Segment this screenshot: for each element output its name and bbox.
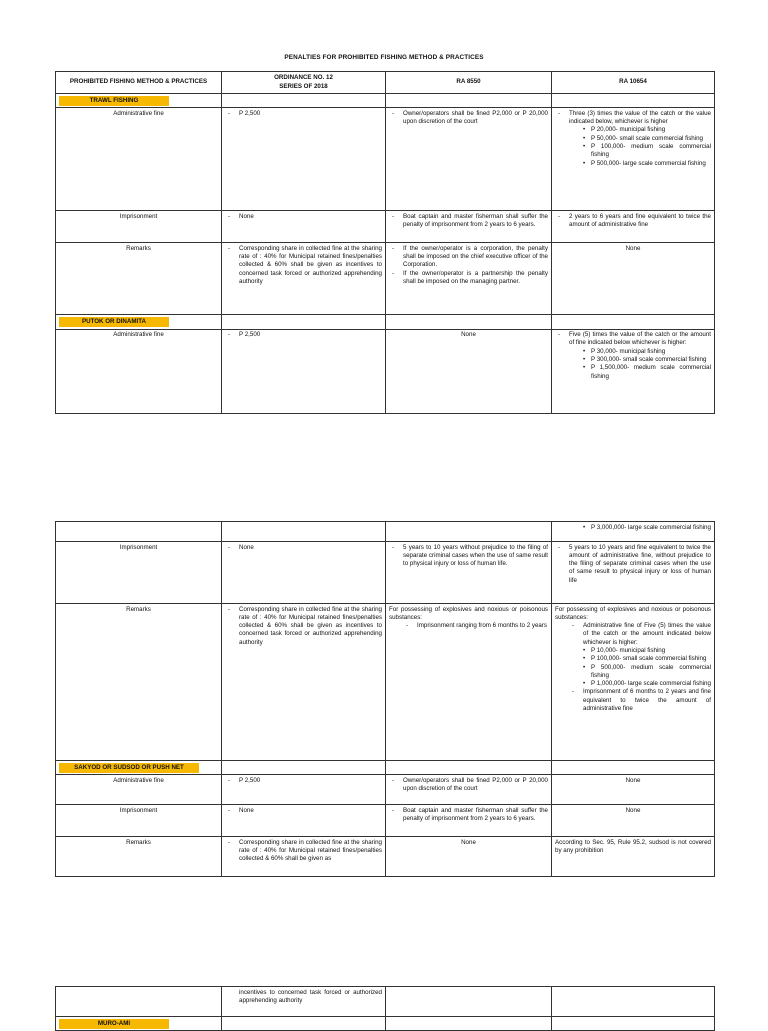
header-ordinance-line1: ORDINANCE NO. 12 [274,74,333,82]
trawl-ra8550-fine: - Owner/operators shall be fined P2,000 or P 20,000 upon discretion of the court [386,108,552,211]
section-muro-label: MURO-AMI [59,1019,169,1029]
row-label-remarks: Remarks [56,243,222,315]
trawl-ra10654-fine: - Three (3) times the value of the catch or the value indicated below, whichever is higher • P 20,000- municipal fishing • P 50,000- small scale commercial fishing • P 100,000- medium scale commercial fishing • P 500,000- large scale commercial fishing [552,108,715,211]
table-row: Remarks - Corresponding share in collected fine at the sharing rate of : 40% for Municipal retained fines/penalties collected & 60% shall be given as incentives to concerned task forced or authorized apprehending authority - If the owner/operator is a corporation, the penalty shall be imposed on the chief executive officer of the Corporation. - If the owner/operator is a partnership the penalty shall be imposed on the managing partner. None [56,243,715,315]
section-trawl-label: TRAWL FISHING [59,96,169,106]
header-method: PROHIBITED FISHING METHOD & PRACTICES [56,72,222,94]
table-row: Administrative fine - P 2,500 - Owner/operators shall be fined P2,000 or P 20,000 upon discretion of the court None [56,775,715,805]
table-row: Imprisonment - None - Boat captain and master fisherman shall suffer the penalty of imprisonment from 2 years to 6 years. - 2 years to 6 years and fine equivalent to twice the amount of administrative fine [56,211,715,243]
section-sakyod [56,761,222,775]
header-ordinance [222,72,386,94]
header-ordinance-line2: SERIES OF 2018 [279,82,328,90]
section-sakyod-label: SAKYOD OR SUDSOD OR PUSH NET [59,763,199,773]
section-row-trawl [56,94,715,108]
table-row: Remarks - Corresponding share in collected fine at the sharing rate of : 40% for Municipal retained fines/penalties collected & 60% shall be given as incentives to concerned task forced or authorized apprehending authority For possessing of explosives and noxious or poisonous substances: - Imprisonment ranging from 6 months to 2 years For possessing of explosives and noxious or poisonous substances: - Administrative fine of Five (5) times the value of the catch or the amount indicated below whichever is higher: • P 10,000- municipal fishing • P 100,000- small scale commercial fishing • P 500,000- medium scale commercial fishing • P 1,000,000- large scale commercial fishing - Imprisonment of 6 months to 2 years and fine equivalent to twice the amount of administrative fine [56,604,715,761]
section-row-sakyod [56,761,715,775]
penalties-table-part-2 [55,521,715,877]
table-row: • P 3,000,000- large scale commercial fishing [56,522,715,542]
trawl-ordinance-fine: - P 2,500 [222,108,386,211]
section-putok [56,315,222,329]
row-label-imprisonment: Imprisonment [56,211,222,243]
header-ra10654: RA 10654 [552,72,715,94]
table-row: Administrative fine - P 2,500 None - Five (5) times the value of the catch or the amount of fine indicated below whichever is higher: • P 30,000- municipal fishing • P 300,000- small scale commercial fishing • P 1,500,000- medium scale commercial fishing [56,329,715,413]
document-title: PENALTIES FOR PROHIBITED FISHING METHOD & PRACTICES [284,54,484,61]
table-row: Imprisonment - None - Boat captain and master fisherman shall suffer the penalty of imprisonment from 2 years to 6 years. None [56,805,715,837]
section-trawl [56,94,222,108]
row-label-admin-fine: Administrative fine [56,108,222,211]
penalties-table-part-1 [55,71,715,414]
table-row: Remarks - Corresponding share in collected fine at the sharing rate of : 40% for Municipal retained fines/penalties collected & 60% shall be given as None According to Sec. 95, Rule 95.2, sudsod is not covered by any prohibition [56,837,715,877]
section-putok-label: PUTOK OR DINAMITA [59,317,169,327]
section-row-putok [56,315,715,329]
penalties-table-part-3 [55,986,715,1031]
header-ra8550: RA 8550 [386,72,552,94]
table-row [56,108,715,211]
table-row: incentives to concerned task forced or authorized apprehending authority [56,987,715,1017]
header-row [56,72,715,94]
table-row: Imprisonment - None - 5 years to 10 years without prejudice to the filing of separate criminal cases when the use of same result to physical injury or loss of human life. - 5 years to 10 years and fine equivalent to twice the amount of administrative fine, without prejudice to the filing of separate criminal cases when the use of same result to physical injury or loss of human life [56,542,715,604]
